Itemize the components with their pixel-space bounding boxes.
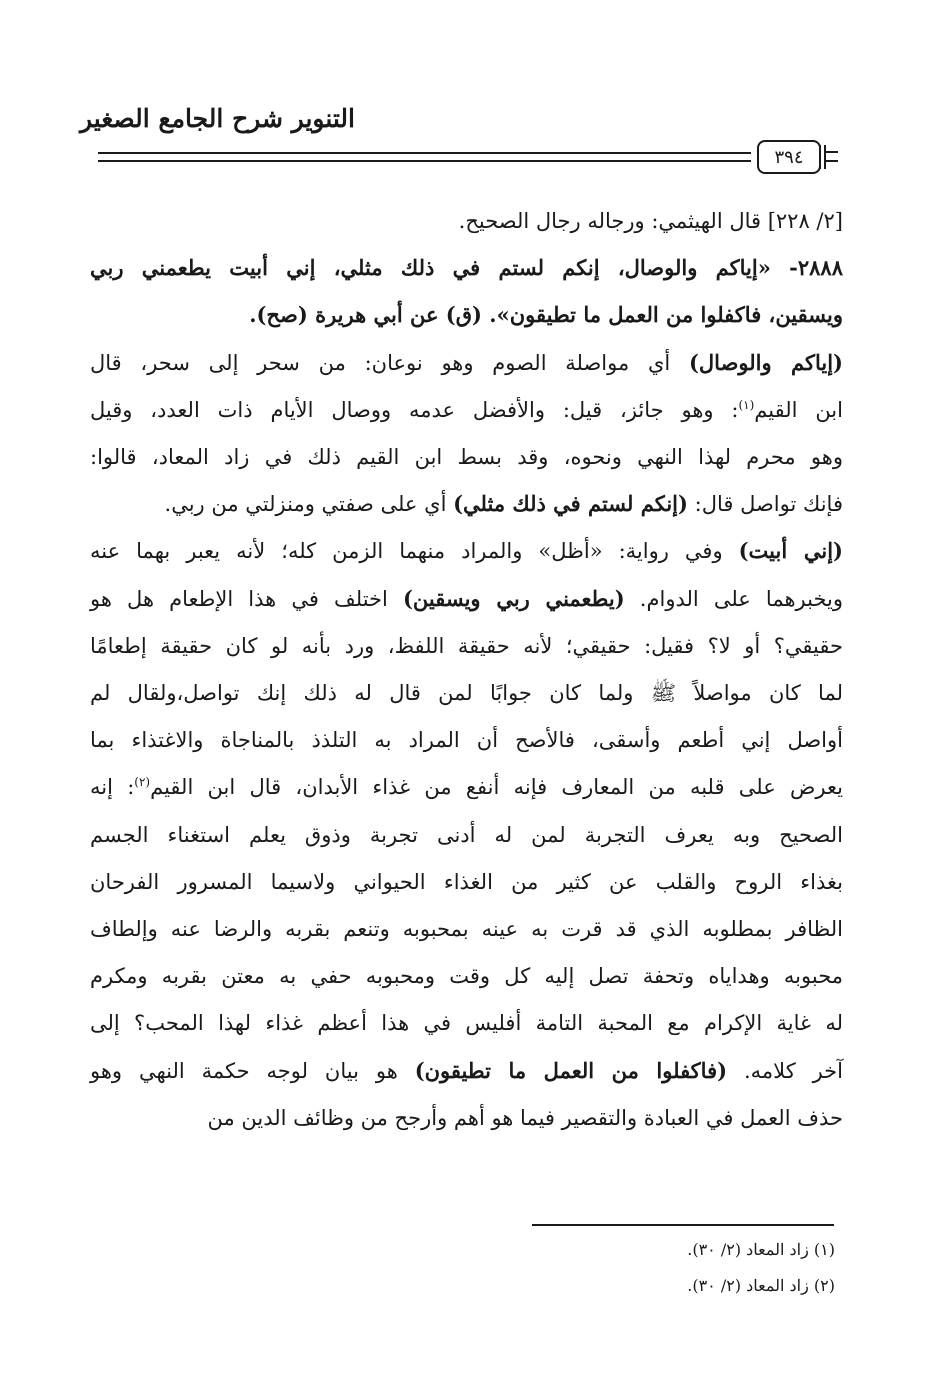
text-segment: وفي رواية: «أظل» والمراد منهما الزمن كله؛ لأنه يعبر بهما عنه (90, 539, 739, 564)
text-line (90, 198, 843, 244)
text-segment: الظافر بمطلوبه الذي قد قرت به عينه بمحبوبه وتنعم بقربه والرضا عنه وإلطاف (90, 917, 843, 941)
text-line (90, 906, 843, 952)
text-segment: [٢/ ٢٢٨] قال الهيثمي: ورجاله رجال الصحيح. (458, 209, 843, 233)
text-segment: الصحيح وبه يعرف التجربة لمن له أدنى تجربة وذوق يعلم استغناء الجسم (90, 822, 843, 847)
header-rule-double (98, 160, 751, 162)
text-line (90, 434, 843, 480)
text-segment: ويخبرهما على الدوام. (624, 586, 844, 611)
text-segment: له غاية الإكرام مع المحبة التامة أفليس في هذا أعظم غذاء لهذا المحب؟ إلى (90, 1011, 843, 1036)
text-line (90, 576, 843, 622)
text-line (90, 764, 843, 810)
text-segment: ابن القيم (754, 397, 843, 422)
text-line (90, 717, 843, 763)
text-segment: حذف العمل في العبادة والتقصير فيما هو أهم وأرجح من وظائف الدين من (207, 1105, 843, 1130)
text-line (90, 245, 843, 291)
header-rule-ornament (826, 151, 838, 162)
text-line (90, 528, 843, 574)
text-segment: : إنه (90, 775, 135, 800)
footnote-ref: (٢) (134, 775, 151, 790)
header-rule (98, 152, 751, 154)
running-title: التنوير شرح الجامع الصغير (80, 104, 355, 133)
footnote-1: (١) زاد المعاد (٢/ ٣٠). (687, 1240, 835, 1259)
text-line (90, 953, 843, 999)
text-segment: يعرض على قلبه من المعارف فإنه أنفع من غذاء الأبدان، قال ابن القيم (150, 775, 843, 800)
text-line (90, 812, 843, 858)
text-line (90, 292, 843, 338)
text-segment: أواصل إني أطعم وأسقى، فالأصح أن المراد به التلذذ بالمناجاة والاغتذاء بما (90, 728, 843, 753)
text-segment: فإنك تواصل قال: (687, 492, 843, 517)
text-line (90, 340, 843, 386)
bold-phrase: (إني أبيت) (738, 538, 843, 564)
text-segment: أي مواصلة الصوم وهو نوعان: من سحر إلى سحر، قال (90, 350, 689, 375)
text-line (90, 859, 843, 905)
text-segment: لما كان مواصلاً ﷺ ولما كان جوابًا لمن قال له ذلك إنك تواصل،ولقال لم (90, 681, 843, 705)
text-segment: آخر كلامه. (727, 1058, 844, 1083)
footnote-2: (٢) زاد المعاد (٢/ ٣٠). (687, 1276, 835, 1295)
text-segment: محبوبه وهداياه وتحفة تصل إليه كل وقت ومحبوبه حفي به معتن بقربه ومكرم (90, 964, 843, 989)
text-line (90, 481, 843, 527)
text-segment: : وهو جائز، قيل: والأفضل عدمه ووصال الأيام ذات العدد، وقيل (90, 397, 739, 422)
bold-phrase: (فاكفلوا من العمل ما تطيقون) (414, 1057, 728, 1083)
bold-phrase: (يطعمني ربي ويسقين) (402, 585, 625, 611)
text-segment: اختلف في هذا الإطعام هل هو (90, 586, 403, 611)
bold-phrase: (إنكم لستم في ذلك مثلي) (453, 491, 688, 517)
bold-phrase: ٢٨٨٨- «إياكم والوصال، إنكم لستم في ذلك مثلي، إني أبيت يطعمني ربي (90, 255, 843, 281)
text-line (90, 670, 843, 716)
text-segment: أي على صفتي ومنزلتي من ربي. (164, 492, 454, 517)
footnote-ref: (١) (738, 397, 755, 412)
footnote-separator (532, 1224, 834, 1226)
text-segment: حقيقي؟ أو لا؟ فقيل: حقيقي؛ لأنه حقيقة اللفظ، ورد بأنه لو كان حقيقة إطعامًا (90, 633, 843, 658)
text-segment: بغذاء الروح والقلب عن كثير من الغذاء الحيواني ولاسيما المسرور الفرحان (90, 869, 843, 894)
text-line (90, 1000, 843, 1046)
text-line (90, 1048, 843, 1094)
text-segment: وهو محرم لهذا النهي ونحوه، وقد بسط ابن القيم ذلك في زاد المعاد، قالوا: (90, 445, 843, 469)
text-line (90, 623, 843, 669)
text-segment: هو بيان لوجه حكمة النهي وهو (90, 1058, 415, 1083)
page-number: ٣٩٤ (757, 140, 821, 174)
bold-phrase: ويسقين، فاكفلوا من العمل ما تطيقون». (ق) عن أبي هريرة (صح). (249, 302, 843, 328)
bold-phrase: (إياكم والوصال) (688, 349, 843, 375)
text-line (90, 387, 843, 433)
text-line (90, 1095, 843, 1141)
